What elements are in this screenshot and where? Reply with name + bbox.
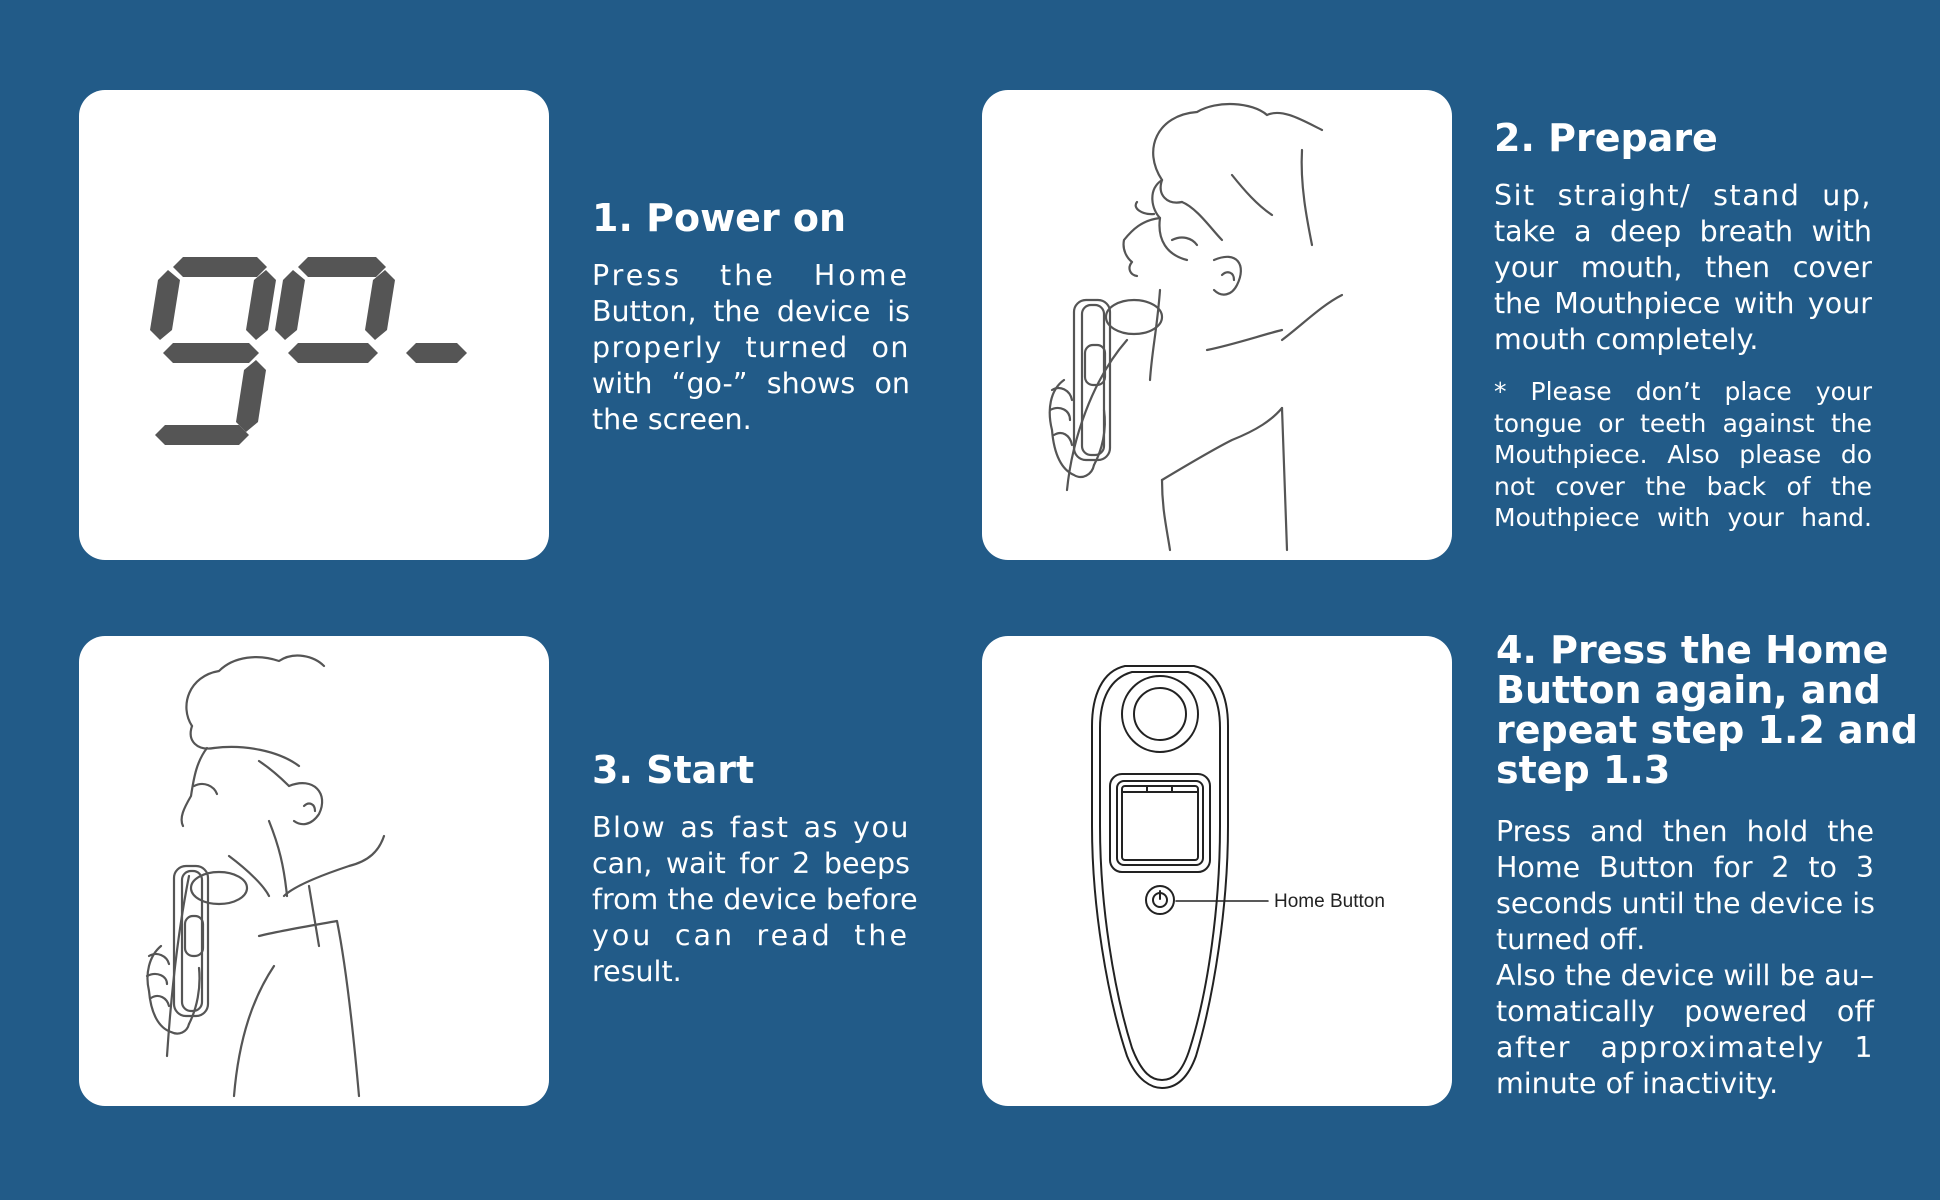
step-1-line: Press the Home <box>592 259 910 292</box>
step-1-line: the screen. <box>592 403 752 436</box>
step-4-line: Also the device will be au– <box>1496 959 1874 992</box>
step-3-line: Blow as fast as you <box>592 811 910 844</box>
step-4-title-line: repeat step 1.2 and <box>1496 708 1918 752</box>
step-3-line: you can read the <box>592 919 910 952</box>
step-2-note <box>1494 376 1872 534</box>
home-button-label: Home Button <box>1274 891 1385 912</box>
step-2-note-line: tongue or teeth against the <box>1494 408 1872 438</box>
step-4-title-line: step 1.3 <box>1496 748 1671 792</box>
step-2-note-line: Mouthpiece with your hand. <box>1494 503 1872 532</box>
step-2-text <box>1494 116 1872 534</box>
step-1-text <box>592 196 910 438</box>
step-2-note-line: * Please don’t place your <box>1494 377 1872 406</box>
panel-device-illustration <box>982 636 1452 1106</box>
step-1-line: properly turned on <box>592 331 910 364</box>
step-2-line: your mouth, then cover <box>1494 251 1872 284</box>
step-4-line: Home Button for 2 to 3 <box>1496 851 1874 884</box>
step-1-body <box>592 258 910 438</box>
step-4-line: turned off. <box>1496 923 1646 956</box>
step-4-line: Press and then hold the <box>1496 815 1874 848</box>
step-3-text <box>592 748 918 990</box>
panel-prepare-illustration <box>982 90 1452 560</box>
step-4-line: tomatically powered off <box>1496 995 1874 1028</box>
step-1-title: 1. Power on <box>592 196 847 240</box>
step-4-body <box>1496 814 1874 1102</box>
device-illustration-icon <box>982 636 1452 1106</box>
step-4-line: after approximately 1 <box>1496 1031 1874 1064</box>
step-2-line: mouth completely. <box>1494 323 1759 356</box>
step-3-line: from the device before <box>592 883 918 916</box>
step-2-line: Sit straight/ stand up, <box>1494 179 1872 212</box>
lcd-go-display-icon <box>79 90 549 560</box>
step-2-body <box>1494 178 1872 358</box>
step-4-title <box>1496 628 1918 792</box>
step-4-title-line: 4. Press the Home <box>1496 628 1889 672</box>
panel-start-illustration <box>79 636 549 1106</box>
step-2-line: take a deep breath with <box>1494 215 1872 248</box>
person-blowing-icon <box>79 636 549 1106</box>
step-3-title: 3. Start <box>592 748 755 792</box>
step-4-text <box>1496 628 1918 1102</box>
step-3-body <box>592 810 918 990</box>
step-4-line: seconds until the device is <box>1496 887 1876 920</box>
panel-power-on-display <box>79 90 549 560</box>
step-2-note-line: not cover the back of the <box>1494 471 1872 501</box>
step-4-line: minute of inactivity. <box>1496 1067 1779 1100</box>
step-2-title: 2. Prepare <box>1494 116 1718 160</box>
step-3-line: can, wait for 2 beeps <box>592 847 910 880</box>
step-2-note-line: Mouthpiece. Also please do <box>1494 440 1872 469</box>
step-3-line: result. <box>592 955 682 988</box>
step-2-line: the Mouthpiece with your <box>1494 287 1872 320</box>
step-1-line: with “go-” shows on <box>592 367 910 400</box>
step-4-title-line: Button again, and <box>1496 668 1881 712</box>
person-preparing-icon <box>982 90 1452 560</box>
step-1-line: Button, the device is <box>592 295 910 328</box>
